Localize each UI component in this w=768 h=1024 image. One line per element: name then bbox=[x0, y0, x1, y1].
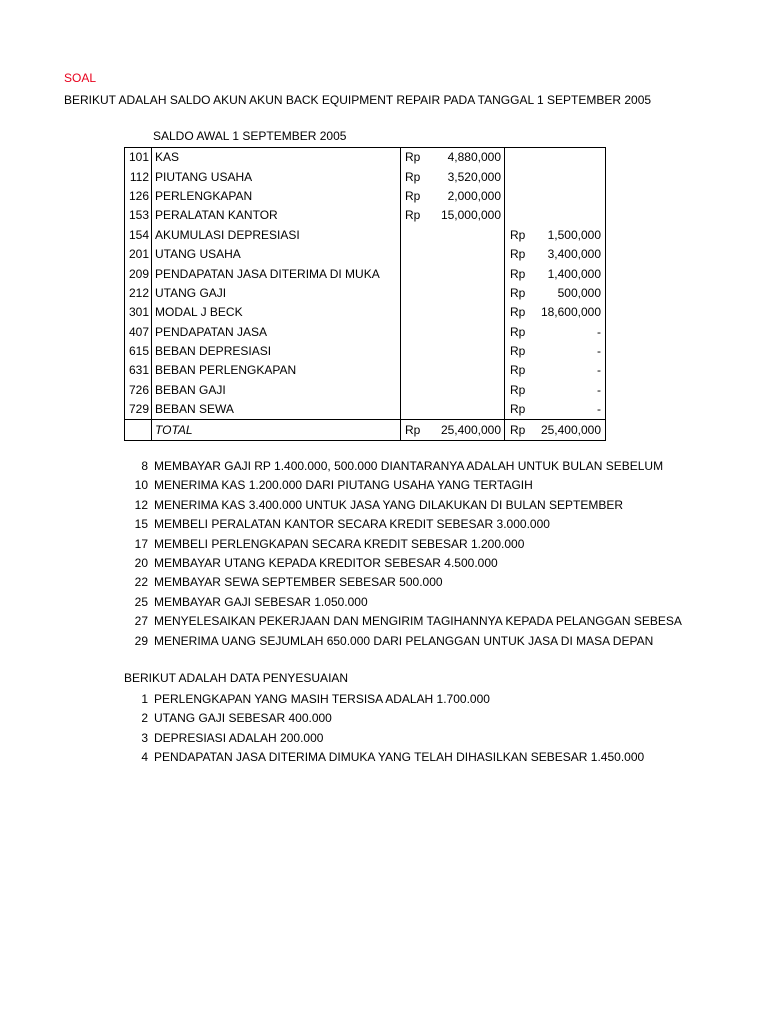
table-row bbox=[125, 400, 606, 420]
account-name: KAS bbox=[152, 148, 401, 168]
transaction-item bbox=[124, 612, 682, 631]
transaction-item bbox=[124, 515, 550, 534]
adjustment-item-number: 1 bbox=[141, 692, 148, 706]
adjustment-item-text: PERLENGKAPAN YANG MASIH TERSISA ADALAH 1.700.000 bbox=[154, 692, 490, 706]
adjustment-item bbox=[124, 729, 324, 748]
adjustments-title: BERIKUT ADALAH DATA PENYESUAIAN bbox=[124, 671, 349, 685]
transaction-item bbox=[124, 476, 533, 495]
credit-currency bbox=[505, 167, 535, 186]
account-code: 126 bbox=[125, 187, 152, 206]
debit-amount bbox=[429, 303, 505, 322]
credit-amount: 1,400,000 bbox=[534, 264, 606, 283]
debit-currency bbox=[401, 264, 430, 283]
transaction-item-text: MENERIMA KAS 1.200.000 DARI PIUTANG USAHA YANG TERTAGIH bbox=[154, 478, 533, 493]
transaction-item-number: 22 bbox=[134, 575, 148, 590]
debit-amount: 2,000,000 bbox=[429, 187, 505, 206]
credit-amount: - bbox=[534, 361, 606, 380]
debit-currency: Rp bbox=[405, 188, 421, 203]
account-code: 209 bbox=[125, 264, 152, 283]
transaction-item bbox=[124, 573, 443, 592]
credit-currency bbox=[505, 148, 535, 168]
table-row bbox=[125, 226, 606, 245]
credit-currency: Rp bbox=[510, 285, 526, 300]
account-code: 407 bbox=[125, 323, 152, 342]
transaction-item-number: 10 bbox=[134, 478, 148, 493]
credit-amount bbox=[534, 187, 606, 206]
table-row bbox=[125, 206, 606, 225]
credit-amount bbox=[534, 148, 606, 168]
debit-currency bbox=[401, 342, 430, 361]
transaction-item-text: MEMBELI PERLENGKAPAN SECARA KREDIT SEBESAR 1.200.000 bbox=[154, 536, 525, 551]
adjustment-item-number: 3 bbox=[141, 730, 148, 745]
adjustment-item-text: DEPRESIASI ADALAH 200.000 bbox=[154, 730, 324, 745]
credit-currency: Rp bbox=[510, 305, 526, 320]
credit-currency: Rp bbox=[510, 266, 526, 281]
transaction-item bbox=[124, 496, 624, 515]
adjustment-item bbox=[124, 690, 490, 709]
account-code: 212 bbox=[125, 284, 152, 303]
account-code: 201 bbox=[125, 245, 152, 264]
debit-currency: Rp bbox=[405, 169, 421, 184]
transaction-item-number: 20 bbox=[134, 555, 148, 570]
credit-amount: - bbox=[534, 381, 606, 400]
transaction-item-number: 12 bbox=[134, 497, 148, 512]
account-name: BEBAN PERLENGKAPAN bbox=[152, 361, 401, 380]
debit-currency bbox=[401, 323, 430, 342]
credit-currency: Rp bbox=[510, 402, 526, 417]
debit-currency: Rp bbox=[405, 208, 421, 223]
heading-soal: SOAL bbox=[64, 71, 97, 85]
table-row bbox=[125, 323, 606, 342]
table-row bbox=[125, 187, 606, 206]
account-name: PERLENGKAPAN bbox=[152, 187, 401, 206]
credit-amount: - bbox=[534, 400, 606, 420]
credit-amount: 1,500,000 bbox=[534, 226, 606, 245]
account-code: 726 bbox=[125, 381, 152, 400]
account-name: AKUMULASI DEPRESIASI bbox=[152, 226, 401, 245]
total-row bbox=[125, 420, 606, 440]
account-name: BEBAN DEPRESIASI bbox=[152, 342, 401, 361]
account-name: UTANG GAJI bbox=[152, 284, 401, 303]
table-row bbox=[125, 342, 606, 361]
adjustment-item-text: UTANG GAJI SEBESAR 400.000 bbox=[154, 711, 332, 726]
account-code: 615 bbox=[125, 342, 152, 361]
credit-currency bbox=[505, 187, 535, 206]
table-title: SALDO AWAL 1 SEPTEMBER 2005 bbox=[153, 129, 347, 143]
account-name: BEBAN SEWA bbox=[152, 400, 401, 420]
credit-amount: - bbox=[534, 342, 606, 361]
credit-amount: 3,400,000 bbox=[534, 245, 606, 264]
table-row bbox=[125, 381, 606, 400]
total-code-cell bbox=[125, 420, 152, 440]
transaction-item-number: 15 bbox=[134, 517, 148, 532]
table-row bbox=[125, 167, 606, 186]
account-name: PENDAPATAN JASA bbox=[152, 323, 401, 342]
debit-currency bbox=[401, 303, 430, 322]
debit-currency bbox=[401, 361, 430, 380]
transaction-item bbox=[124, 632, 654, 651]
account-name: UTANG USAHA bbox=[152, 245, 401, 264]
debit-currency bbox=[401, 381, 430, 400]
transaction-item bbox=[124, 535, 525, 554]
debit-amount: 15,000,000 bbox=[429, 206, 505, 225]
debit-amount bbox=[429, 264, 505, 283]
debit-currency bbox=[401, 400, 430, 420]
adjustment-item-number: 2 bbox=[141, 711, 148, 726]
transaction-item-number: 29 bbox=[134, 633, 148, 648]
transaction-item-text: MEMBELI PERALATAN KANTOR SECARA KREDIT SEBESAR 3.000.000 bbox=[154, 517, 550, 532]
credit-currency bbox=[505, 206, 535, 225]
total-credit-currency: Rp bbox=[505, 420, 535, 440]
debit-currency bbox=[401, 284, 430, 303]
credit-currency: Rp bbox=[510, 382, 526, 397]
account-name: MODAL J BECK bbox=[152, 303, 401, 322]
transaction-list bbox=[124, 457, 682, 651]
credit-amount: 500,000 bbox=[534, 284, 606, 303]
debit-amount: 4,880,000 bbox=[429, 148, 505, 168]
credit-amount bbox=[534, 167, 606, 186]
account-code: 729 bbox=[125, 400, 152, 420]
adjustment-item-number: 4 bbox=[141, 750, 148, 765]
total-debit-amount: 25,400,000 bbox=[429, 420, 505, 440]
transaction-item-number: 17 bbox=[134, 536, 148, 551]
transaction-item bbox=[124, 593, 368, 612]
transaction-item-text: MEMBAYAR GAJI RP 1.400.000, 500.000 DIANTARANYA ADALAH UNTUK BULAN SEBELUM bbox=[154, 459, 664, 473]
transaction-item bbox=[124, 457, 664, 476]
adjustment-item bbox=[124, 709, 332, 728]
transaction-item-number: 25 bbox=[134, 594, 148, 609]
transaction-item-text: MEMBAYAR UTANG KEPADA KREDITOR SEBESAR 4.500.000 bbox=[154, 555, 498, 570]
table-row bbox=[125, 361, 606, 380]
account-name: PENDAPATAN JASA DITERIMA DI MUKA bbox=[152, 264, 401, 283]
transaction-item-text: MENYELESAIKAN PEKERJAAN DAN MENGIRIM TAGIHANNYA KEPADA PELANGGAN SEBESA bbox=[154, 614, 682, 629]
debit-amount bbox=[429, 381, 505, 400]
account-code: 153 bbox=[125, 206, 152, 225]
table-row bbox=[125, 264, 606, 283]
credit-currency: Rp bbox=[510, 227, 526, 242]
account-name: PIUTANG USAHA bbox=[152, 167, 401, 186]
transaction-item-text: MENERIMA KAS 3.400.000 UNTUK JASA YANG DILAKUKAN DI BULAN SEPTEMBER bbox=[154, 497, 624, 512]
account-code: 301 bbox=[125, 303, 152, 322]
total-credit-amount: 25,400,000 bbox=[534, 420, 606, 440]
debit-amount bbox=[429, 342, 505, 361]
credit-currency: Rp bbox=[510, 247, 526, 262]
adjustment-list bbox=[124, 690, 645, 768]
debit-amount bbox=[429, 361, 505, 380]
table-row bbox=[125, 245, 606, 264]
debit-amount bbox=[429, 245, 505, 264]
table-row bbox=[125, 284, 606, 303]
credit-currency: Rp bbox=[510, 324, 526, 339]
transaction-item-text: MEMBAYAR GAJI SEBESAR 1.050.000 bbox=[154, 594, 368, 609]
table-row bbox=[125, 303, 606, 322]
account-code: 112 bbox=[125, 167, 152, 186]
debit-amount: 3,520,000 bbox=[429, 167, 505, 186]
trial-balance-table bbox=[124, 147, 606, 441]
total-label: TOTAL bbox=[152, 420, 401, 440]
transaction-item-number: 27 bbox=[134, 614, 148, 629]
transaction-item-number: 8 bbox=[141, 459, 148, 473]
total-debit-currency: Rp bbox=[401, 420, 430, 440]
credit-amount: 18,600,000 bbox=[534, 303, 606, 322]
debit-amount bbox=[429, 284, 505, 303]
intro-text: BERIKUT ADALAH SALDO AKUN AKUN BACK EQUIPMENT REPAIR PADA TANGGAL 1 SEPTEMBER 2005 bbox=[64, 93, 652, 107]
credit-currency: Rp bbox=[510, 344, 526, 359]
transaction-item-text: MENERIMA UANG SEJUMLAH 650.000 DARI PELANGGAN UNTUK JASA DI MASA DEPAN bbox=[154, 633, 654, 648]
account-name: PERALATAN KANTOR bbox=[152, 206, 401, 225]
credit-currency: Rp bbox=[510, 363, 526, 378]
credit-amount bbox=[534, 206, 606, 225]
trial-balance-body bbox=[125, 148, 606, 441]
transaction-item-text: MEMBAYAR SEWA SEPTEMBER SEBESAR 500.000 bbox=[154, 575, 443, 590]
account-code: 101 bbox=[125, 148, 152, 168]
debit-currency bbox=[401, 245, 430, 264]
table-row bbox=[125, 148, 606, 168]
debit-amount bbox=[429, 323, 505, 342]
account-code: 631 bbox=[125, 361, 152, 380]
transaction-item bbox=[124, 554, 498, 573]
adjustment-item-text: PENDAPATAN JASA DITERIMA DIMUKA YANG TELAH DIHASILKAN SEBESAR 1.450.000 bbox=[154, 750, 645, 765]
account-code: 154 bbox=[125, 226, 152, 245]
debit-currency bbox=[401, 226, 430, 245]
adjustment-item bbox=[124, 748, 645, 767]
debit-amount bbox=[429, 226, 505, 245]
account-name: BEBAN GAJI bbox=[152, 381, 401, 400]
credit-amount: - bbox=[534, 323, 606, 342]
debit-amount bbox=[429, 400, 505, 420]
debit-currency: Rp bbox=[401, 148, 430, 168]
